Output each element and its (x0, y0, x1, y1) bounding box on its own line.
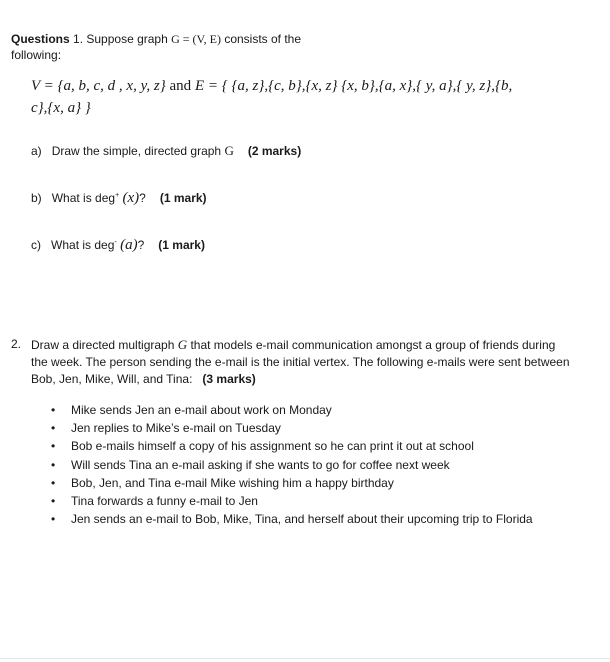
bullet-icon: • (51, 421, 56, 436)
and-text: and (165, 78, 195, 94)
edge-set-line-2: c},{x, a} } (31, 100, 91, 116)
part-a (31, 143, 301, 159)
bullet-icon: • (51, 475, 56, 490)
part-a-marks: (2 marks) (247, 144, 302, 158)
list-item-text: Bob, Jen, and Tina e-mail Mike wishing him a happy birthday (71, 475, 394, 490)
list-item (51, 492, 571, 510)
question-2-text-a: Draw a directed multigraph (31, 338, 178, 352)
question-2-body (31, 336, 571, 388)
bullet-icon: • (51, 457, 56, 472)
part-b-superscript: + (115, 192, 120, 199)
part-a-label: a) (31, 144, 42, 158)
question-2 (11, 336, 571, 388)
part-c-text: What is deg (51, 238, 115, 252)
bullet-icon: • (51, 439, 56, 454)
list-item (51, 401, 571, 419)
list-item-text: Bob e-mails himself a copy of his assignment so he can print it out at school (71, 439, 474, 454)
part-b-post: ? (139, 191, 146, 205)
page-bottom-divider (0, 658, 610, 659)
bullet-icon: • (51, 403, 56, 417)
question-2-math: G (177, 337, 188, 352)
list-item-text: Mike sends Jen an e-mail about work on Monday (71, 403, 332, 417)
part-c-superscript: - (114, 239, 117, 246)
vertex-set-label: V (31, 78, 40, 94)
part-c-math: (a) (120, 237, 138, 253)
list-item-text: Will sends Tina an e-mail asking if she wants to go for coffee next week (71, 457, 450, 472)
list-item (51, 437, 571, 455)
part-c (31, 237, 205, 254)
part-c-label: c) (31, 238, 41, 252)
part-c-post: ? (137, 238, 145, 252)
set-definitions (31, 75, 551, 119)
question-2-marks: (3 marks) (202, 372, 256, 386)
q1-intro-text-b: consists of the following: (11, 32, 302, 62)
list-item-text: Jen replies to Mike’s e-mail on Tuesday (71, 421, 281, 436)
questions-label: Questions (11, 32, 70, 46)
list-item (51, 456, 571, 474)
list-item-text: Jen sends an e-mail to Bob, Mike, Tina, and herself about their upcoming trip to Florida (71, 512, 533, 527)
list-item (51, 474, 571, 492)
list-item (51, 419, 571, 437)
part-b (31, 190, 207, 207)
bullet-icon: • (51, 493, 56, 508)
part-a-text: Draw the simple, directed graph (51, 144, 225, 158)
graph-definition: G = (V, E) (171, 32, 221, 46)
question-1-intro (11, 31, 311, 63)
part-b-math: (x) (122, 190, 140, 206)
question-2-text-b: that models e-mail communication amongst a group of friends during the week. The person sending the e-mail is the initial vertex. The following e-mails were sent between Bob, Jen, Mike, Will, and Tina: (31, 338, 570, 386)
email-list (51, 401, 571, 528)
part-c-marks: (1 mark) (158, 238, 205, 252)
edge-set-label: E (194, 78, 205, 94)
q1-intro-text-a: 1. Suppose graph (69, 32, 172, 46)
part-b-label: b) (31, 191, 42, 205)
part-b-text: What is deg (51, 191, 116, 205)
part-a-math: G (224, 143, 234, 158)
part-b-marks: (1 mark) (159, 191, 207, 205)
list-item-text: Tina forwards a funny e-mail to Jen (71, 493, 258, 508)
list-item (51, 510, 571, 528)
question-2-number: 2. (11, 337, 22, 351)
vertex-set: = {a, b, c, d , x, y, z} (39, 78, 166, 94)
bullet-icon: • (51, 512, 56, 527)
edge-set-line-1: = { {a, z},{c, b},{x, z} {x, b},{a, x},{ y, a},{ y, z},{b, (204, 78, 513, 94)
